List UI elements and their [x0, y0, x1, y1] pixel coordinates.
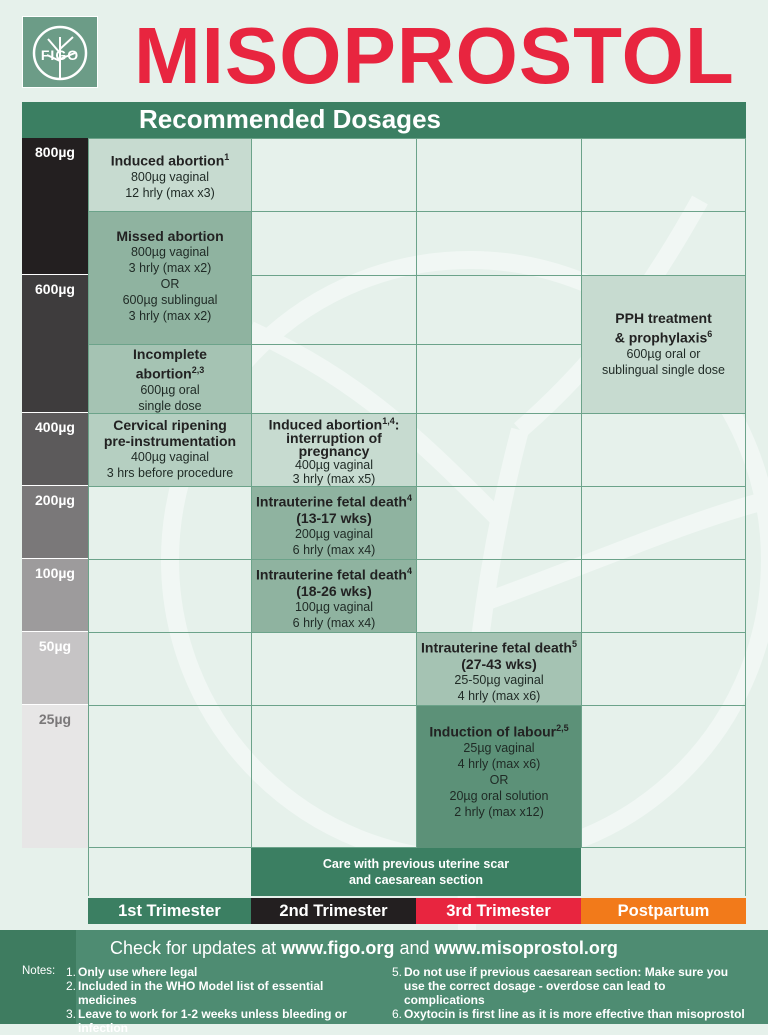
cell-line: single dose [138, 398, 202, 413]
cell-line: 600µg oral [140, 382, 200, 397]
cell-title: interruption of [286, 429, 382, 446]
cell-line: 3 hrly (max x5) [292, 471, 376, 486]
note-text: Only use where legal [78, 965, 198, 979]
cell-line: 3 hrly (max x2) [128, 309, 212, 323]
logo-text: FIGO [40, 47, 80, 63]
note-number: 3. [65, 1007, 76, 1021]
cell-pph [582, 276, 745, 413]
cell-line: 25-50µg vaginal [454, 672, 544, 687]
cell-line: sublingual single dose [601, 362, 725, 377]
cell-line: 4 hrly (max x6) [457, 688, 541, 703]
cell-line: 800µg vaginal [130, 169, 210, 184]
updates-prefix: Check for updates at [110, 938, 282, 958]
footer [0, 930, 768, 1035]
misoprostol-link[interactable]: www.misoprostol.org [434, 938, 618, 958]
trimester-postpartum: Postpartum [581, 898, 746, 924]
cell-title: abortion [135, 365, 192, 382]
note-number: 5. [391, 965, 402, 979]
note-item [388, 1007, 748, 1021]
figo-link[interactable]: www.figo.org [281, 938, 395, 958]
dose-label: 50µg [38, 638, 72, 654]
cell-line: 100µg vaginal [294, 599, 374, 614]
notes-right [388, 965, 748, 1021]
updates-line [110, 938, 618, 959]
footnote-ref: 2,3 [191, 365, 205, 375]
dose-label: 600µg [35, 281, 75, 297]
note-number: 1. [65, 965, 76, 979]
dose-row-600 [22, 275, 88, 413]
cell-title: (18-26 wks) [296, 582, 372, 599]
cell-title: Induction of labour [429, 723, 557, 740]
cell-title-suffix: : [394, 416, 400, 433]
footnote-ref: 4 [406, 493, 412, 503]
cell-line: 400µg vaginal [130, 450, 210, 464]
page-title: MISOPROSTOL [134, 11, 735, 100]
cell-line: 12 hrly (max x3) [125, 185, 215, 200]
cell-induced-abortion-800 [89, 139, 251, 211]
note-text: Do not use if previous caesarean section: Make sure you use the correct dosage - overdose can lead to complications [404, 965, 729, 1007]
cell-title: Intrauterine fetal death [256, 493, 407, 510]
cell-title: pregnancy [298, 442, 370, 459]
cell-line: 200µg vaginal [294, 526, 374, 541]
cell-induced-abortion-400 [252, 414, 416, 486]
note-text: Oxytocin is first line as it is more effective than misoprostol [404, 1007, 745, 1021]
cell-induction-of-labour [417, 706, 581, 848]
cell-iufd-13-17 [252, 487, 416, 559]
cell-incomplete-abortion [89, 345, 251, 413]
footnote-ref: 6 [707, 329, 713, 339]
trimester-2nd: 2nd Trimester [251, 898, 416, 924]
cell-line: 4 hrly (max x6) [457, 756, 541, 771]
scar-note [251, 848, 581, 896]
cell-line: 2 hrly (max x12) [454, 804, 544, 819]
footnote-ref: 2,5 [556, 723, 569, 733]
scar-note-line: and caesarean section [348, 873, 484, 887]
cell-iufd-18-26 [252, 560, 416, 632]
cell-line: 3 hrly (max x2) [128, 261, 212, 275]
cell-line: OR [489, 772, 509, 787]
updates-and: and [394, 938, 435, 958]
note-text: Included in the WHO Model list of essential medicines [78, 979, 324, 1007]
cell-title: Intrauterine fetal death [256, 566, 407, 583]
cell-iufd-27-43 [417, 633, 581, 705]
trimester-3rd: 3rd Trimester [416, 898, 581, 924]
cell-title: Incomplete [133, 346, 207, 362]
note-item [62, 1007, 352, 1035]
note-item [62, 979, 352, 1007]
trimester-1st: 1st Trimester [88, 898, 251, 924]
footnote-ref: 4 [406, 566, 412, 576]
cell-title: pre-instrumentation [103, 433, 237, 449]
cell-line: 800µg vaginal [130, 245, 210, 259]
cell-line: 600µg sublingual [122, 293, 218, 307]
cell-title: Cervical ripening [113, 417, 227, 433]
cell-line: OR [160, 277, 180, 291]
cell-title: (27-43 wks) [461, 655, 537, 672]
footnote-ref: 1,4 [382, 416, 395, 426]
dose-label: 25µg [38, 711, 72, 727]
cell-line: 25µg vaginal [463, 740, 535, 755]
scar-note-line: Care with previous uterine scar [322, 857, 510, 871]
footnote-ref: 1 [224, 152, 230, 162]
cell-line: 20µg oral solution [449, 788, 549, 803]
cell-line: 400µg vaginal [294, 457, 374, 472]
cell-title: Induced abortion [110, 152, 225, 169]
cell-cervical-ripening [89, 414, 251, 486]
cell-title: Induced abortion [268, 416, 383, 433]
cell-line: 6 hrly (max x4) [292, 615, 376, 630]
note-item [388, 965, 748, 1007]
notes-left [62, 965, 352, 1035]
dose-row-400 [22, 413, 88, 486]
cell-missed-abortion [89, 212, 251, 344]
dose-label: 800µg [35, 144, 75, 160]
cell-line: 3 hrs before procedure [106, 466, 234, 480]
figo-logo [22, 16, 98, 88]
cell-title: (13-17 wks) [296, 509, 372, 526]
dose-column [22, 138, 88, 848]
dose-label: 100µg [35, 565, 75, 581]
header-bar [22, 102, 746, 138]
dose-row-800 [22, 138, 88, 275]
cell-title: PPH treatment [615, 310, 712, 326]
cell-title: Missed abortion [116, 228, 224, 244]
cell-title: Intrauterine fetal death [421, 639, 572, 656]
dosage-grid [88, 138, 746, 848]
dose-row-25 [22, 705, 88, 848]
note-text: Leave to work for 1-2 weeks unless bleeding or infection [78, 1007, 347, 1035]
dose-row-50 [22, 632, 88, 705]
notes-label: Notes: [22, 965, 56, 977]
footnote-ref: 5 [571, 639, 577, 649]
note-number: 6. [391, 1007, 402, 1021]
dose-row-200 [22, 486, 88, 559]
scar-row [88, 848, 746, 896]
cell-line: 6 hrly (max x4) [292, 542, 376, 557]
cell-title: & prophylaxis [614, 329, 708, 346]
note-number: 2. [65, 979, 76, 993]
dose-label: 200µg [35, 492, 75, 508]
dose-row-100 [22, 559, 88, 632]
note-item [62, 965, 352, 979]
cell-line: 600µg oral or [626, 346, 701, 361]
header-subtitle: Recommended Dosages [139, 104, 441, 134]
dose-label: 400µg [35, 419, 75, 435]
